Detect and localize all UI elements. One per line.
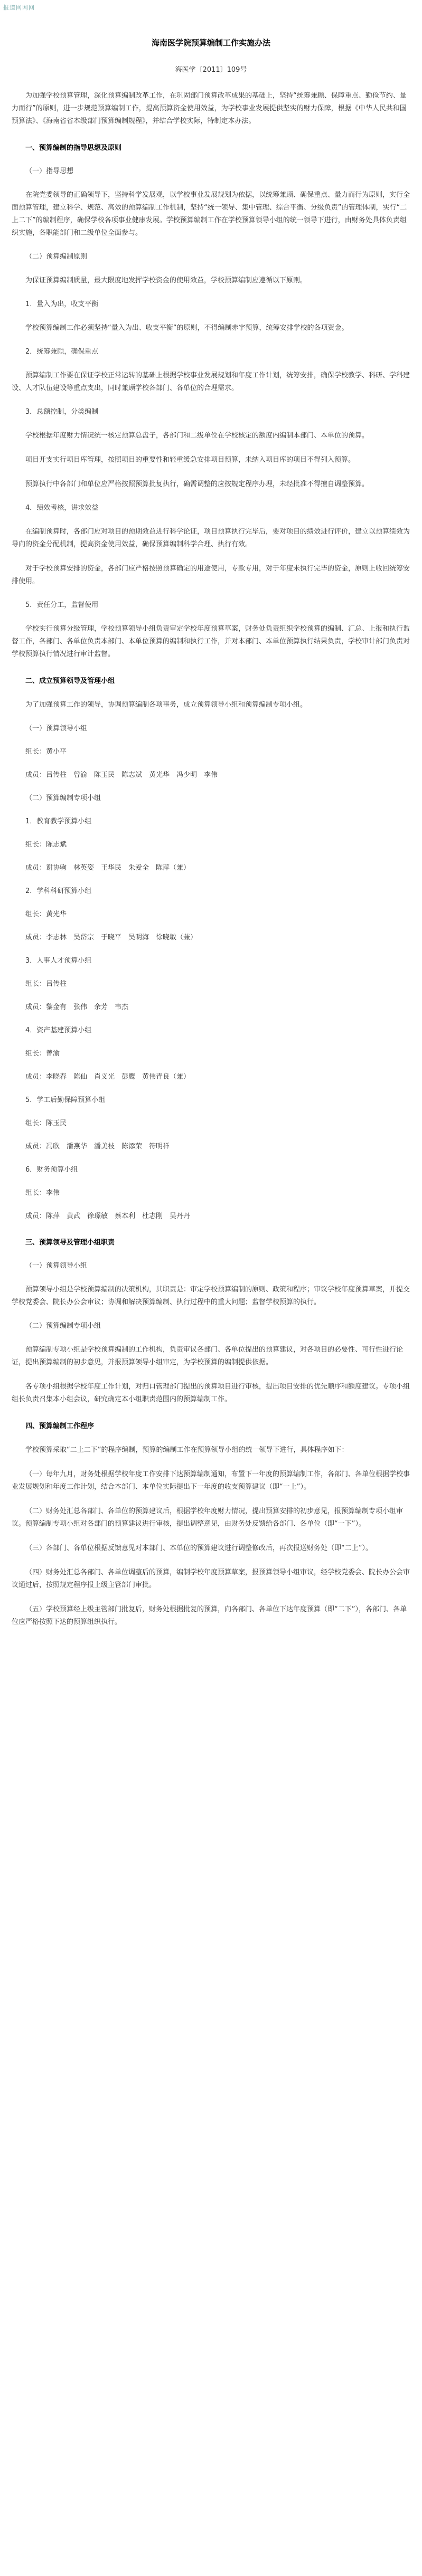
section-1-sub-2: （二）预算编制原则 [25,253,88,261]
section-1-paragraph-2: 为保证预算编制质量，最大限度地发挥学校资金的使用效益，学校预算编制应遵循以下原则。 [25,277,307,284]
team-6-title: 6．财务预算小组 [25,1166,78,1174]
principle-3-text: 学校根据年度财力情况统一核定预算总盘子，各部门和二级单位在学校核定的额度内编制本部门、本单位的预算。 [25,432,369,440]
team-3-members: 成员：黎金有 张伟 余芳 韦杰 [25,1003,129,1011]
team-5-title: 5．学工后勤保障预算小组 [25,1096,106,1104]
principle-3-text-b: 项目开支实行项目库管理，按照项目的重要性和轻重缓急安排项目预算，未纳入项目库的项目不得列入预算。 [25,456,355,464]
principle-1-text: 学校预算编制工作必须坚持“量入为出、收支平衡”的原则，不得编制赤字预算，统筹安排学校的各项资金。 [25,324,349,332]
team-1-members: 成员：谢协驹 林英姿 王华民 朱爱全 陈萍（兼） [25,864,191,872]
principle-5-text: 学校实行预算分级管理，学校预算领导小组负责审定学校年度预算草案，财务处负责组织学校预算的编制、汇总、上报和执行监督工作，各部门、各单位负责本部门、本单位预算的编制和执行工作，并对本部门、本单位预算执行结果负责，学校审计部门负责对学校预算执行情况进行审计监督。 [12,625,410,658]
section-4-title: 四、预算编制工作程序 [25,1422,95,1430]
team-1-title: 1．教育教学预算小组 [25,818,92,825]
document-number: 海医学〔2011〕109号 [175,66,247,74]
team-3-title: 3．人事人才预算小组 [25,957,92,965]
group-1-leader: 组长：黄小平 [25,748,67,756]
team-2-leader: 组长：黄光华 [25,910,67,918]
team-4-title: 4．资产基建预算小组 [25,1026,92,1034]
intro-paragraph: 为加强学校预算管理，深化预算编制改革工作，在巩固部门预算改革成果的基础上，坚持“统筹兼顾、保障重点、勤俭节约、量力而行”的原则，进一步规范预算编制工作，提高预算资金使用效益，为学校事业发展提供坚实的财力保障，根据《中华人民共和国预算法》、《海南省省本级部门预算编制规程》，并结合学校实际，特制定本办法。 [12,92,407,125]
section-3-paragraph-2: 预算编制专项小组是学校预算编制的工作机构，负责审议各部门、各单位提出的预算建议，对各项目的必要性、可行性进行论证，提出预算编制的初步意见，并报预算领导小组审定，为学校预算的编制提供依据。 [12,1346,404,1366]
team-2-title: 2．学科科研预算小组 [25,887,92,895]
section-3-sub-1: （一）预算领导小组 [25,1262,88,1270]
section-4-paragraph-4: （三）各部门、各单位根据反馈意见对本部门、本单位的预算建议进行调整修改后，再次报送财务处（即“二上”）。 [25,1544,372,1552]
team-5-members: 成员：冯欣 潘燕华 潘美枝 陈添荣 符明祥 [25,1143,170,1151]
team-1-leader: 组长：陈志斌 [25,841,67,849]
principle-3-text-c: 预算执行中各部门和单位应严格按照预算批复执行，确需调整的应按规定程序办理，未经批准不得擅自调整预算。 [25,480,369,488]
section-2-intro: 为了加强预算工作的领导，协调预算编制各项事务，成立预算领导小组和预算编制专项小组。 [25,701,307,709]
principle-4-title: 4．绩效考核，讲求效益 [25,504,99,512]
team-5-leader: 组长：陈玉民 [25,1119,67,1127]
section-4-paragraph-2: （一）每年九月，财务处根据学校年度工作安排下达预算编制通知，布置下一年度的预算编制工作，各部门、各单位根据学校事业发展规划和年度工作计划，结合本部门、本单位实际提出下一年度的收支预算建议（即“一上”）。 [12,1470,410,1491]
principle-2-title: 2．统筹兼顾，确保重点 [25,348,99,356]
section-3-title: 三、预算领导及管理小组职责 [25,1239,115,1247]
section-4-paragraph-6: （五）学校预算经上级主管部门批复后，财务处根据批复的预算，向各部门、各单位下达年度预算（即“二下”），各部门、各单位应严格按照下达的预算组织执行。 [12,1605,407,1626]
team-6-leader: 组长：李伟 [25,1189,60,1197]
section-1-paragraph-1: 在院党委领导的正确领导下，坚持科学发展观，以学校事业发展规划为依据，以统筹兼顾、确保重点、量力而行为原则，实行全面预算管理，建立科学、规范、高效的预算编制工作机制，坚持“统一领导、集中管理、综合平衡、分级负责”的管理体制，实行“二上二下”的编制程序，确保学校各项事业健康发展。学校预算编制工作在学校预算领导小组的统一领导下进行，由财务处具体负责组织实施，各职能部门和二级单位全面参与。 [12,191,410,237]
team-4-members: 成员：李晓春 陈仙 肖义光 彭鹰 黄伟青良（兼） [25,1073,191,1081]
document-body [0,90,422,1629]
section-4-paragraph-1: 学校预算采取“二上二下”的程序编制，预算的编制工作在预算领导小组的统一领导下进行，具体程序如下： [25,1446,349,1454]
section-4-paragraph-3: （二）财务处汇总各部门、各单位的预算建议后，根据学校年度财力情况，提出预算安排的初步意见，报预算编制专项小组审议。预算编制专项小组对各部门的预算建议进行审核，提出调整意见，由财务处反馈给各部门、各单位（即“一下”）。 [12,1507,404,1528]
team-3-leader: 组长：吕传柱 [25,980,67,988]
principle-4-text-b: 对于学校预算安排的资金，各部门应严格按照预算确定的用途使用，专款专用，对于年度未执行完毕的资金，原则上收回统筹安排使用。 [12,565,410,585]
principle-1-title: 1．量入为出，收支平衡 [25,300,99,308]
principle-4-text: 在编制预算时，各部门应对项目的预期效益进行科学论证，项目预算执行完毕后，要对项目的绩效进行评价，建立以预算绩效为导向的资金分配机制，提高资金使用效益，确保预算编制科学合理、执行有效。 [12,528,410,548]
section-2-title: 二、成立预算领导及管理小组 [25,677,115,685]
top-bar [0,0,422,18]
team-4-leader: 组长：曾渝 [25,1050,60,1058]
principle-3-title: 3．总额控制，分类编制 [25,408,99,416]
group-2-title: （二）预算编制专项小组 [25,794,101,802]
group-1-members: 成员：吕传柱 曾渝 陈玉民 陈志斌 黄光华 冯少明 李伟 [25,771,218,779]
team-6-members: 成员：陈萍 黄武 徐璟敏 蔡本利 杜志刚 吴丹丹 [25,1212,191,1220]
site-logo: 报道网网网 [3,4,35,11]
section-1-title: 一、预算编制的指导思想及原则 [25,144,122,152]
principle-5-title: 5．责任分工，监督使用 [25,601,99,609]
section-1-sub-1: （一）指导思想 [25,167,74,175]
principle-2-text: 预算编制工作要在保证学校正常运转的基础上根据学校事业发展规划和年度工作计划，统筹安排，确保学校教学、科研、学科建设、人才队伍建设等重点支出，同时兼顾学校各部门、各单位的合理需求。 [12,372,410,392]
document-title: 海南医学院预算编制工作实施办法 [151,38,270,47]
section-3-sub-2: （二）预算编制专项小组 [25,1322,101,1330]
group-1-title: （一）预算领导小组 [25,725,88,733]
section-3-paragraph-3: 各专项小组根据学校年度工作计划，对归口管理部门提出的预算项目进行审核，提出项目安排的优先顺序和额度建议。专项小组组长负责召集本小组会议，研究确定本小组职责范围内的预算编制工作。 [12,1383,410,1403]
section-4-paragraph-5: （四）财务处汇总各部门、各单位调整后的预算，编制学校年度预算草案，报预算领导小组审议，经学校党委会、院长办公会审议通过后，按照规定程序报上级主管部门审批。 [12,1569,410,1589]
section-3-paragraph-1: 预算领导小组是学校预算编制的决策机构，其职责是：审定学校预算编制的原则、政策和程序；审议学校年度预算草案，并提交学校党委会、院长办公会审议；协调和解决预算编制、执行过程中的重大问题；监督学校预算的执行。 [12,1286,410,1306]
team-2-members: 成员：李志林 吴岱宗 于晓平 吴明海 徐晓敏（兼） [25,934,198,942]
